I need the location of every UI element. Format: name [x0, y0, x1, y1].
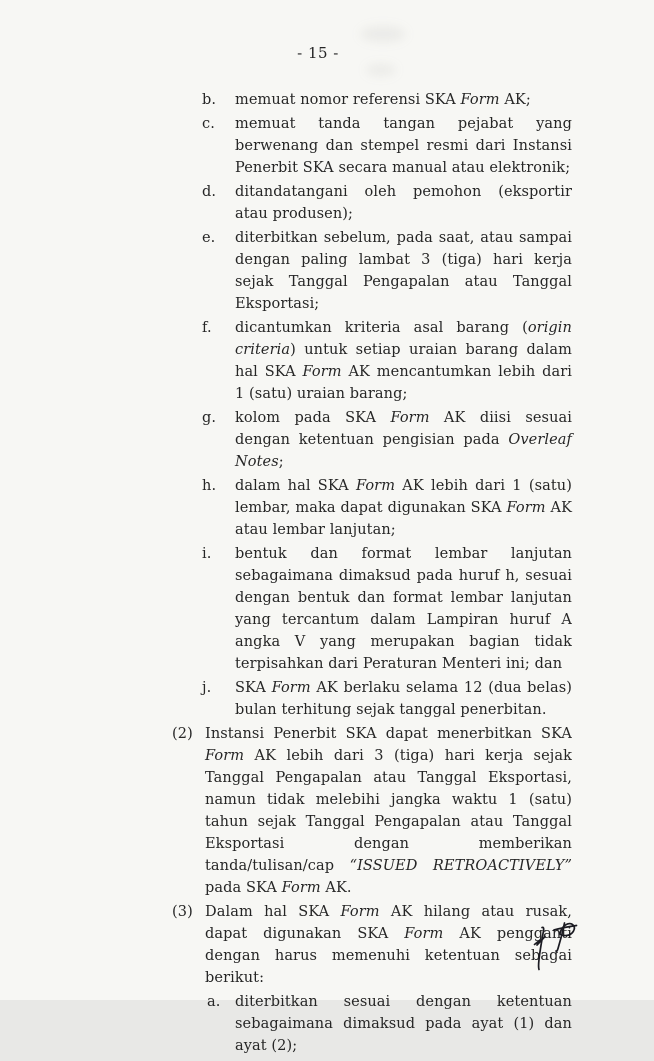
list-item-b	[172, 89, 572, 111]
handwritten-initials	[490, 885, 654, 1000]
scan-smudge	[366, 64, 396, 76]
list-item-j	[172, 677, 572, 721]
list-item-text: diterbitkan sebelum, pada saat, atau sampai dengan paling lambat 3 (tiga) hari kerja sejak Tanggal Pengapalan atau Tanggal Eksportasi;	[235, 230, 572, 312]
page-number: - 15 -	[297, 44, 339, 62]
list-item-marker: (2)	[172, 726, 193, 742]
list-item-i	[172, 543, 572, 675]
list-item-marker: c.	[202, 116, 215, 132]
list-item-text: dalam hal SKA Form AK lebih dari 1 (satu) lembar, maka dapat digunakan SKA Form AK atau lembar lanjutan;	[235, 478, 572, 538]
list-item-text: Instansi Penerbit SKA dapat menerbitkan SKA Form AK lebih dari 3 (tiga) hari kerja sejak Tanggal Pengapalan atau Tanggal Eksportasi, namun tidak melebihi jangka waktu 1 (satu) tahun sejak Tanggal Pengapalan atau Tanggal Eksportasi dengan memberikan tanda/tulisan/cap “ISSUED RETROACTIVELY” pada SKA Form AK.	[205, 726, 572, 896]
list-item-marker: j.	[202, 680, 212, 696]
numbered-item-2	[172, 723, 572, 899]
list-item-marker: b.	[202, 92, 217, 108]
list-item-f	[172, 317, 572, 405]
list-item-marker: g.	[202, 410, 217, 426]
list-item-text: dicantumkan kriteria asal barang (origin criteria) untuk setiap uraian barang dalam hal SKA Form AK mencantumkan lebih dari 1 (satu) uraian barang;	[235, 320, 573, 402]
letter-list	[172, 89, 572, 721]
list-item-marker: d.	[202, 184, 217, 200]
list-item-text: diterbitkan sesuai dengan ketentuan sebagaimana dimaksud pada ayat (1) dan ayat (2);	[235, 994, 572, 1054]
list-item-h	[172, 475, 572, 541]
list-item-marker: h.	[202, 478, 217, 494]
list-item-c	[172, 113, 572, 179]
list-item-marker: i.	[202, 546, 212, 562]
sub-letter-list	[207, 991, 572, 1057]
list-item-marker: f.	[202, 320, 212, 336]
list-item-g	[172, 407, 572, 473]
list-item-text: kolom pada SKA Form AK diisi sesuai dengan ketentuan pengisian pada Overleaf Notes;	[235, 410, 573, 470]
list-item-marker: (3)	[172, 904, 193, 920]
list-item-e	[172, 227, 572, 315]
list-item-text: SKA Form AK berlaku selama 12 (dua belas) bulan terhitung sejak tanggal penerbitan.	[235, 680, 572, 718]
list-item-text: ditandatangani oleh pemohon (eksportir atau produsen);	[235, 184, 572, 222]
sub-list-item-a	[207, 991, 572, 1057]
list-item-text: memuat tanda tangan pejabat yang berwenang dan stempel resmi dari Instansi Penerbit SKA secara manual atau elektronik;	[235, 116, 572, 176]
list-item-marker: e.	[202, 230, 216, 246]
list-item-d	[172, 181, 572, 225]
list-item-text: bentuk dan format lembar lanjutan sebagaimana dimaksud pada huruf h, sesuai dengan bentuk dan format lembar lanjutan yang tercantum dalam Lampiran huruf A angka V yang merupakan bagian tidak terpisahkan dari Peraturan Menteri ini; dan	[235, 546, 572, 672]
list-item-marker: a.	[207, 994, 221, 1010]
list-item-text: memuat nomor referensi SKA Form AK;	[235, 92, 531, 108]
list-item-text: Dalam hal SKA Form AK hilang atau rusak, dapat digunakan SKA Form AK pengganti dengan harus memenuhi ketentuan sebagai berikut:	[205, 904, 572, 986]
scan-smudge	[360, 26, 406, 42]
